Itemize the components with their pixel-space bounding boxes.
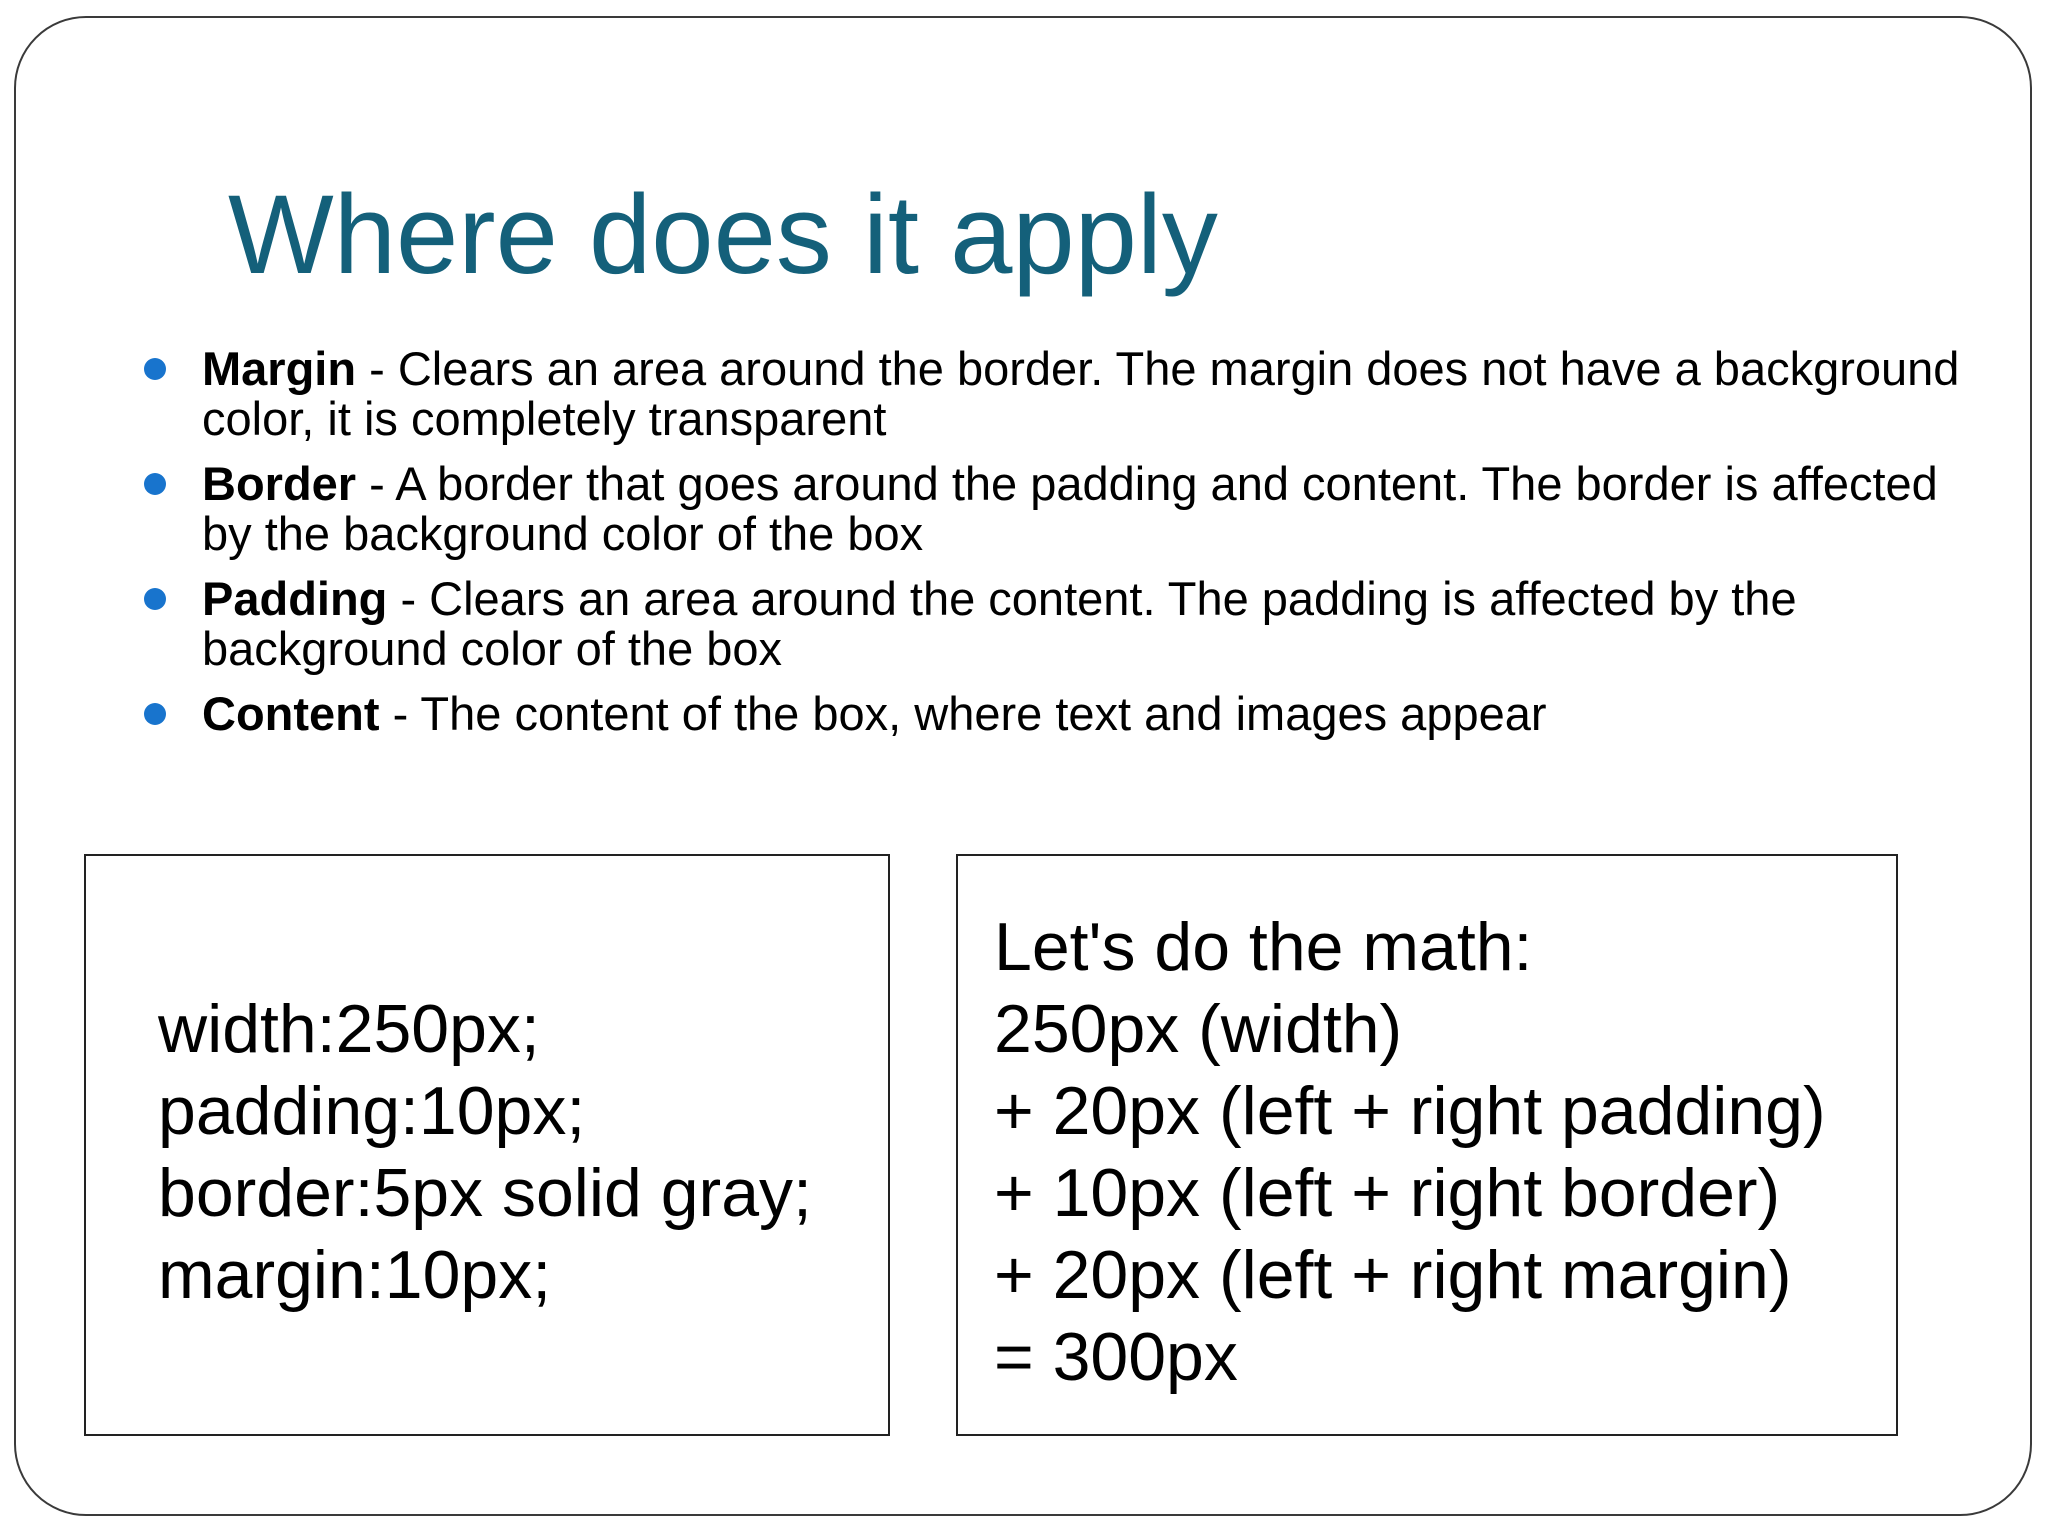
bullet-text: - Clears an area around the border. The margin does not have a background color, it is completely transparent xyxy=(202,342,1960,445)
math-lines xyxy=(994,906,1826,1398)
bullet-dot-icon xyxy=(144,588,166,610)
bullet-item-padding xyxy=(140,574,1980,674)
code-line-margin: margin:10px; xyxy=(158,1237,552,1313)
bullet-term: Content xyxy=(202,687,380,740)
math-heading: Let's do the math: xyxy=(994,909,1533,985)
css-code-box xyxy=(84,854,890,1436)
bullet-dot-icon xyxy=(144,358,166,380)
bullet-item-border xyxy=(140,459,1980,559)
bullet-list xyxy=(140,344,1980,754)
math-line-padding: + 20px (left + right padding) xyxy=(994,1073,1826,1149)
bullet-text: - A border that goes around the padding and content. The border is affected by the background color of the box xyxy=(202,457,1938,560)
bullet-term: Border xyxy=(202,457,357,510)
math-line-total: = 300px xyxy=(994,1319,1238,1395)
slide-title: Where does it apply xyxy=(228,172,1218,297)
code-line-border: border:5px solid gray; xyxy=(158,1155,812,1231)
math-box xyxy=(956,854,1898,1436)
bullet-item-margin xyxy=(140,344,1980,444)
bullet-dot-icon xyxy=(144,703,166,725)
bullet-term: Margin xyxy=(202,342,357,395)
bullet-text: - Clears an area around the content. The padding is affected by the background color of the box xyxy=(202,572,1797,675)
code-line-width: width:250px; xyxy=(158,991,540,1067)
math-line-border: + 10px (left + right border) xyxy=(994,1155,1781,1231)
bullet-dot-icon xyxy=(144,473,166,495)
math-line-margin: + 20px (left + right margin) xyxy=(994,1237,1792,1313)
bullet-text: - The content of the box, where text and images appear xyxy=(379,687,1547,740)
math-line-width: 250px (width) xyxy=(994,991,1403,1067)
css-code-lines xyxy=(158,988,812,1316)
bullet-item-content xyxy=(140,689,1980,739)
code-line-padding: padding:10px; xyxy=(158,1073,586,1149)
bullet-term: Padding xyxy=(202,572,388,625)
